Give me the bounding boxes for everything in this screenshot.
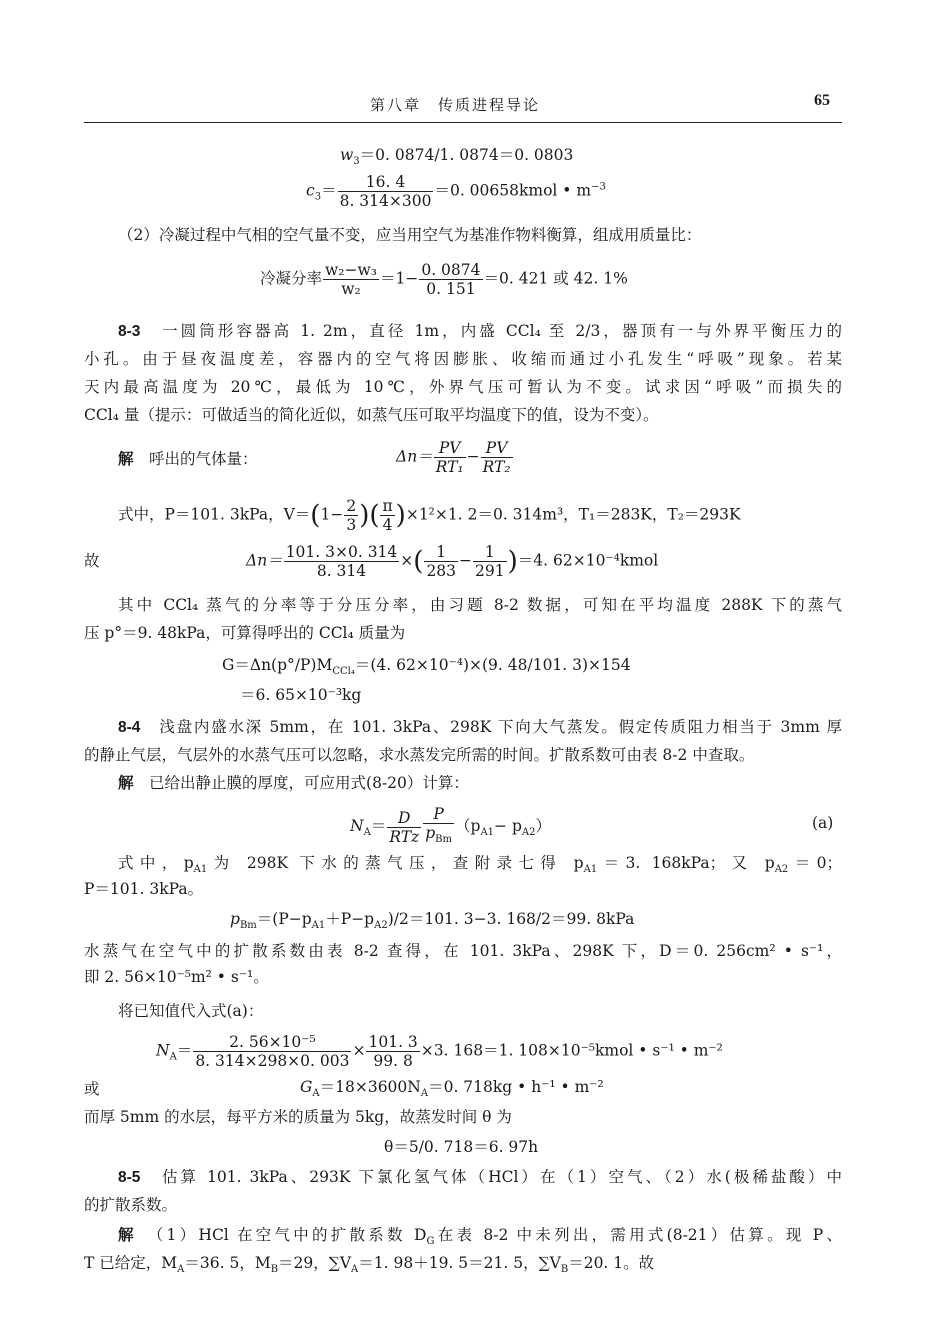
chapter-title: 第八章 传质进程导论: [370, 96, 541, 114]
problem-number: 8-4: [118, 719, 141, 736]
equation-G: $G=\Delta n(p^\circ/P)M_{CCl_4}=(4$. 62×10⁻⁴)×(9. 48/101. 3)×154: [222, 656, 631, 678]
problem-8-5-line1: 8-5 估算 101. 3kPa、293K 下氯化氢气体（HCl）在（1）空气、（2）水(极稀盐酸）中: [118, 1168, 842, 1186]
equation-NA: $N_A=$ $\frac{D}{\text{RTz}}$ $\frac{P}{p_{Bm}}$ $(p_{A1}- p_{A2})$: [350, 806, 551, 848]
solution-8-3-intro: 解 呼出的气体量：: [118, 450, 258, 468]
equation-condensation-ratio: 冷凝分率 $\frac{\text{w₂−w₃}}{\text{w₂}}$ ＝1− $\frac{0. 0874}{0. 151}$ ＝0. 421 或 42. 1%: [260, 261, 628, 298]
equation-NA-value: $N_A=$ $\frac{\text{2. 56×10⁻⁵}}{8. 314\times 298\times 0. 003}$ × $\frac{101. 3}{99. 8}$ ×3. 168＝1. 108×10⁻⁵kmol • s⁻¹ • m⁻²: [156, 1033, 723, 1070]
solution-8-4-intro: 解 已给出静止膜的厚度，可应用式(8-20）计算：: [118, 774, 469, 792]
equation-G-result: ＝6. 65×10⁻³kg: [240, 686, 362, 704]
fraction: $\frac{\text{w₂−w₃}}{\text{w₂}}$: [325, 261, 377, 298]
equation-c3: $c_3=$ $\frac{16. 4}{8. 314\times 300}$ ＝0. 00658kmol • $m^{-3}$: [306, 173, 606, 210]
solution-label: 解: [118, 451, 134, 468]
paragraph-condensation: （2）冷凝过程中气相的空气量不变，应当用空气为基准作物料衡算，组成用质量比：: [118, 226, 702, 244]
problem-8-4-line2: 的静止气层，气层外的水蒸气压可以忽略，求水蒸发完所需的时间。扩散系数可由表 8-2 中查取。: [84, 746, 755, 764]
solution-8-3-text1: 其中 CCl₄ 蒸气的分率等于分压分率，由习题 8-2 数据，可知在平均温度 288K 下的蒸气: [118, 596, 842, 614]
solution-8-3-where: 式中，P＝101. 3kPa，V＝(1− $\frac{2}{3}$ )( $\frac{\pi}{4}$ )×1²×1. 2＝0. 314m³，T₁＝283K，T₂＝293K: [118, 497, 741, 534]
page-header: [84, 92, 842, 123]
problem-8-3-line3: 天内最高温度为 20℃，最低为 10℃，外界气压可暂认为不变。试求因“呼吸”而损失的: [84, 378, 842, 396]
solution-8-4-where2: P＝101. 3kPa。: [84, 880, 204, 898]
equation-theta: θ＝5/0. 718＝6. 97h: [384, 1138, 539, 1156]
fraction: $\frac{101. 3\times 0. 314}{8. 314}$: [285, 543, 398, 580]
fraction: $\frac{0. 0874}{0. 151}$: [421, 261, 481, 298]
fraction: $\frac{16. 4}{8. 314\times 300}$: [339, 173, 432, 210]
label-gu: 故: [84, 552, 100, 570]
problem-8-3-line2: 小孔。由于昼夜温度差，容器内的空气将因膨胀、收缩而通过小孔发生“呼吸”现象。若某: [84, 350, 842, 368]
problem-8-4-line1: 8-4 浅盘内盛水深 5mm，在 101. 3kPa、298K 下向大气蒸发。假定传质阻力相当于 3mm 厚: [118, 718, 842, 736]
fraction: $\frac{1}{291}$: [475, 543, 505, 580]
fraction: $\frac{2}{3}$: [346, 497, 357, 534]
equation-w3: $w_3=0$. 0874/1. 0874＝0. 0803: [340, 146, 574, 168]
fraction: $\frac{\text{2. 56×10⁻⁵}}{8. 314\times 298\times 0. 003}$: [195, 1033, 350, 1070]
fraction: $\frac{101. 3}{99. 8}$: [368, 1033, 418, 1070]
fraction: $\frac{P}{p_{Bm}}$: [425, 805, 452, 846]
solution-label: 解: [118, 1227, 137, 1244]
solution-8-5-line2: T 已给定，$M_A=36$. 5，$M_B=29$，$\sum V_A=1$. 98＋19. 5＝21. 5，$\sum V_B=20$. 1。故: [84, 1254, 655, 1276]
problem-8-5-line2: 的扩散系数。: [84, 1196, 178, 1214]
solution-8-4-text: 而厚 5mm 的水层，每平方米的质量为 5kg，故蒸发时间 θ 为: [84, 1108, 512, 1126]
solution-8-4-diffusion2: 即 2. 56×10⁻⁵m² • s⁻¹。: [84, 968, 269, 986]
solution-label: 解: [118, 775, 134, 792]
fraction: $\frac{D}{\text{RTz}}$: [389, 808, 420, 846]
page-number: 65: [814, 92, 830, 109]
problem-number: 8-3: [118, 323, 141, 340]
fraction: $\frac{PV}{\text{RT₁}}$: [435, 439, 464, 476]
label-huo: 或: [84, 1080, 100, 1098]
fraction: $\frac{\pi}{4}$: [382, 497, 393, 534]
solution-8-4-substitute: 将已知值代入式(a)：: [118, 1002, 264, 1020]
equation-pBm: $p_{Bm}=(P-p_{A1}+P-p_{A2})/2=101$. 3−3. 168/2＝99. 8kPa: [230, 910, 635, 932]
solution-8-4-diffusion1: 水蒸气在空气中的扩散系数由表 8-2 查得，在 101. 3kPa、298K 下，D＝0. 256cm² • s⁻¹，: [84, 942, 842, 960]
fraction: $\frac{1}{283}$: [426, 543, 457, 580]
problem-8-3-line1: 8-3 一圆筒形容器高 1. 2m，直径 1m，内盛 CCl₄ 至 2/3，器顶有一与外界平衡压力的: [118, 322, 842, 340]
problem-number: 8-5: [118, 1169, 141, 1186]
fraction: $\frac{PV}{\text{RT₂}}$: [482, 439, 511, 476]
problem-8-3-line4: CCl₄ 量（提示：可做适当的简化近似，如蒸气压可取平均温度下的值，设为不变）。: [84, 406, 659, 424]
equation-GA: $G_A=18\times 3600N_A=0$. 718kg • h⁻¹ • m⁻²: [300, 1078, 604, 1100]
solution-8-5-line1: 解 （1）HCl 在空气中的扩散系数 $D_G$在表 8-2 中未列出，需用式(8-21）估算。现 P、: [118, 1226, 842, 1248]
solution-8-3-text2: 压 p°＝9. 48kPa，可算得呼出的 CCl₄ 质量为: [84, 624, 406, 642]
solution-8-4-where1: 式中，$p_{A1}$为 298K 下水的蒸气压，查附录七得 $p_{A1}=3$. 168kPa；又 $p_{A2}=0$；: [118, 854, 842, 876]
equation-delta-n: Δn＝ $\frac{PV}{\text{RT₁}}$ − $\frac{PV}{\text{RT₂}}$: [396, 439, 511, 476]
equation-tag-a: (a): [812, 814, 834, 832]
equation-delta-n-value: Δn＝ $\frac{101. 3\times 0. 314}{8. 314}$ ×( $\frac{1}{283}$ − $\frac{1}{291}$ )＝4. 62×10⁻⁴kmol: [246, 543, 659, 580]
